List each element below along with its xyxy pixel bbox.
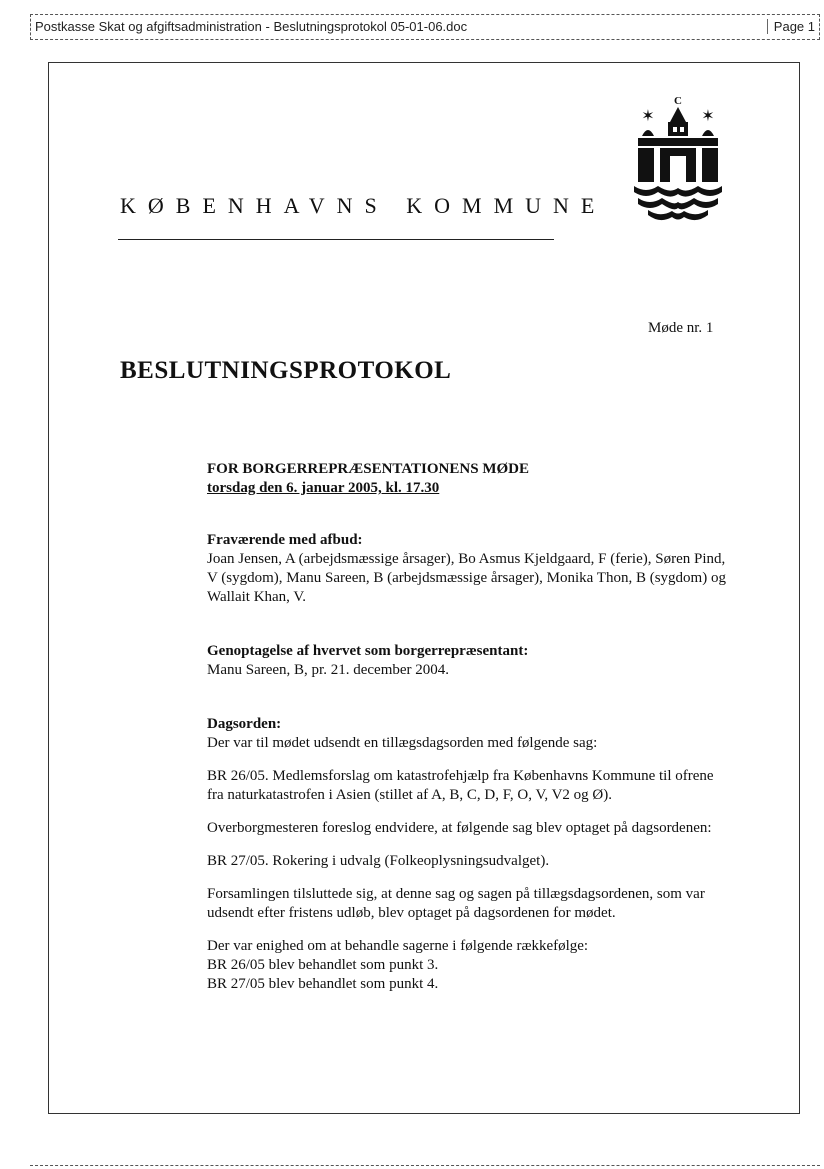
- absent-text: Joan Jensen, A (arbejdsmæssige årsager), Bo Asmus Kjeldgaard, F (ferie), Søren Pind, V (sygdom), Manu Sareen, B (arbejdsmæssige årsager), Monika Thon, B (sygdom) og Wallait Khan, V.: [207, 551, 726, 605]
- organization-name: KØBENHAVNS KOMMUNE: [120, 193, 607, 218]
- letterhead-rule: [118, 239, 554, 240]
- absent-heading: Fraværende med afbud:: [207, 532, 363, 548]
- resumption-heading: Genoptagelse af hvervet som borgerrepræsentant:: [207, 643, 529, 659]
- page-number: Page 1: [767, 19, 815, 34]
- subtitle-line-1: FOR BORGERREPRÆSENTATIONENS MØDE: [207, 461, 529, 477]
- resumption-section: [207, 642, 727, 680]
- agenda-paragraph: Der var enighed om at behandle sagerne i følgende rækkefølge:: [207, 938, 589, 954]
- bottom-divider: [30, 1165, 820, 1166]
- subtitle-date: torsdag den 6. januar 2005, kl. 17.30: [207, 480, 440, 496]
- agenda-paragraph: Der var til mødet udsendt en tillægsdagsorden med følgende sag:: [207, 735, 598, 751]
- meeting-subtitle: [207, 460, 727, 498]
- coat-letter: C: [674, 95, 682, 107]
- svg-text:✶: ✶: [641, 106, 655, 125]
- agenda-paragraph: BR 26/05. Medlemsforslag om katastrofehjælp fra Københavns Kommune til ofrene fra naturkatastrofen i Asien (stillet af A, B, C, D, F, O, V, V2 og Ø).: [207, 768, 714, 803]
- agenda-section: [207, 715, 727, 994]
- resumption-text: Manu Sareen, B, pr. 21. december 2004.: [207, 662, 450, 678]
- agenda-paragraph: Overborgmesteren foreslog endvidere, at følgende sag blev optaget på dagsordenen:: [207, 820, 712, 836]
- meeting-number: Møde nr. 1: [648, 320, 714, 336]
- coat-of-arms-icon: [630, 94, 726, 226]
- svg-text:✶: ✶: [701, 106, 715, 125]
- document-title: BESLUTNINGSPROTOKOL: [120, 357, 452, 384]
- agenda-order-line: BR 27/05 blev behandlet som punkt 4.: [207, 976, 439, 992]
- agenda-paragraph: BR 27/05. Rokering i udvalg (Folkeoplysningsudvalget).: [207, 853, 550, 869]
- file-title: Postkasse Skat og afgiftsadministration - Beslutningsprotokol 05-01-06.doc: [35, 19, 468, 34]
- print-header: [30, 14, 820, 40]
- absent-section: [207, 531, 727, 607]
- agenda-heading: Dagsorden:: [207, 716, 282, 732]
- agenda-paragraph: Forsamlingen tilsluttede sig, at denne sag og sagen på tillægsdagsordenen, som var udsendt efter fristens udløb, blev optaget på dagsordenen for mødet.: [207, 886, 705, 921]
- agenda-order-line: BR 26/05 blev behandlet som punkt 3.: [207, 957, 439, 973]
